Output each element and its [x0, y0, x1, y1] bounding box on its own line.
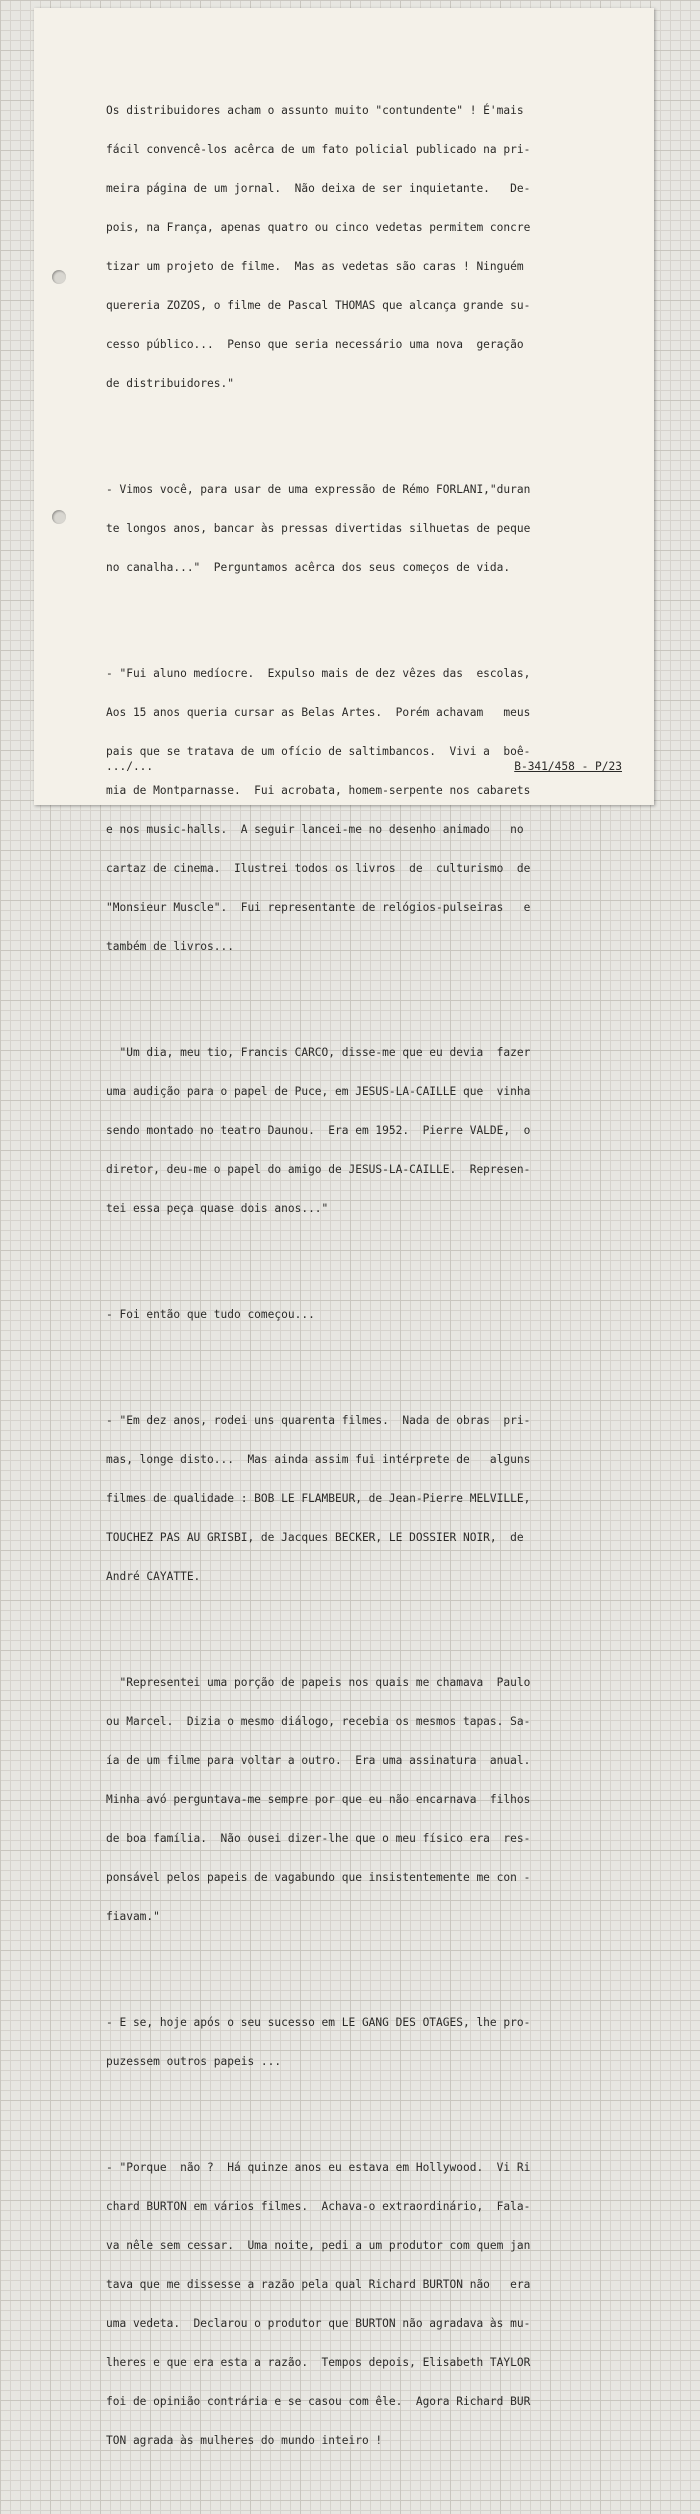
text-line: - "Em dez anos, rodei uns quarenta filmes. Nada de obras pri-	[106, 1414, 531, 1427]
text-line: ía de um filme para voltar a outro. Era uma assinatura anual.	[106, 1754, 531, 1767]
text-line: mas, longe disto... Mas ainda assim fui intérprete de alguns	[106, 1453, 531, 1466]
text-line: ou Marcel. Dizia o mesmo diálogo, recebia os mesmos tapas. Sa-	[106, 1715, 531, 1728]
document-reference: B-341/458 - P/23	[514, 760, 622, 773]
text-line: fiavam."	[106, 1910, 160, 1923]
text-line: TOUCHEZ PAS AU GRISBI, de Jacques BECKER, LE DOSSIER NOIR, de	[106, 1531, 524, 1544]
text-line: uma vedeta. Declarou o produtor que BURTON não agradava às mu-	[106, 2317, 531, 2330]
paragraph	[106, 1282, 622, 1347]
paragraph	[106, 457, 622, 600]
text-line: TON agrada às mulheres do mundo inteiro !	[106, 2434, 383, 2447]
text-line: puzessem outros papeis ...	[106, 2055, 282, 2068]
text-line: chard BURTON em vários filmes. Achava-o extraordinário, Fala-	[106, 2200, 531, 2213]
continuation-marker: .../...	[106, 760, 154, 773]
paragraph	[106, 2135, 622, 2473]
text-line: foi de opinião contrária e se casou com êle. Agora Richard BUR	[106, 2395, 531, 2408]
text-line: fácil convencê-los acêrca de um fato policial publicado na pri-	[106, 143, 531, 156]
text-line: diretor, deu-me o papel do amigo de JESUS-LA-CAILLE. Represen-	[106, 1163, 531, 1176]
typed-text-body	[106, 52, 622, 2514]
paragraph	[106, 1990, 622, 2094]
text-line: tei essa peça quase dois anos..."	[106, 1202, 329, 1215]
text-line: cartaz de cinema. Ilustrei todos os livros de culturismo de	[106, 862, 531, 875]
text-line: Aos 15 anos queria cursar as Belas Artes. Porém achavam meus	[106, 706, 531, 719]
text-line: André CAYATTE.	[106, 1570, 201, 1583]
paragraph	[106, 78, 622, 416]
paragraph	[106, 641, 622, 979]
text-line: quereria ZOZOS, o filme de Pascal THOMAS que alcança grande su-	[106, 299, 531, 312]
text-line: cesso público... Penso que seria necessário uma nova geração	[106, 338, 524, 351]
text-line: Os distribuidores acham o assunto muito "contundente" ! É'mais	[106, 104, 524, 117]
text-line: - "Porque não ? Há quinze anos eu estava em Hollywood. Vi Ri	[106, 2161, 531, 2174]
text-line: - Foi então que tudo começou...	[106, 1308, 315, 1321]
text-line: e nos music-halls. A seguir lancei-me no desenho animado no	[106, 823, 524, 836]
text-line: Minha avó perguntava-me sempre por que eu não encarnava filhos	[106, 1793, 531, 1806]
text-line: de boa família. Não ousei dizer-lhe que o meu físico era res-	[106, 1832, 531, 1845]
text-line: sendo montado no teatro Daunou. Era em 1952. Pierre VALDE, o	[106, 1124, 531, 1137]
text-line: te longos anos, bancar às pressas divertidas silhuetas de peque	[106, 522, 531, 535]
text-line: também de livros...	[106, 940, 234, 953]
paragraph	[106, 1020, 622, 1241]
typed-page	[34, 8, 654, 2447]
punch-hole	[52, 510, 66, 524]
text-line: va nêle sem cessar. Uma noite, pedi a um produtor com quem jan	[106, 2239, 531, 2252]
paragraph	[106, 1388, 622, 1609]
text-line: filmes de qualidade : BOB LE FLAMBEUR, de Jean-Pierre MELVILLE,	[106, 1492, 531, 1505]
text-line: pois, na França, apenas quatro ou cinco vedetas permitem concre	[106, 221, 531, 234]
paragraph	[106, 1650, 622, 1949]
text-line: lheres e que era esta a razão. Tempos depois, Elisabeth TAYLOR	[106, 2356, 531, 2369]
text-line: uma audição para o papel de Puce, em JESUS-LA-CAILLE que vinha	[106, 1085, 531, 1098]
text-line: - "Fui aluno medíocre. Expulso mais de dez vêzes das escolas,	[106, 667, 531, 680]
punch-hole	[52, 270, 66, 284]
text-line: ponsável pelos papeis de vagabundo que insistentemente me con -	[106, 1871, 531, 1884]
text-line: pais que se tratava de um ofício de saltimbancos. Vivi a boê-	[106, 745, 531, 758]
text-line: no canalha..." Perguntamos acêrca dos seus começos de vida.	[106, 561, 511, 574]
text-line: tizar um projeto de filme. Mas as vedetas são caras ! Ninguém	[106, 260, 524, 273]
text-line: tava que me dissesse a razão pela qual Richard BURTON não era	[106, 2278, 531, 2291]
text-line: "Monsieur Muscle". Fui representante de relógios-pulseiras e	[106, 901, 531, 914]
text-line: mia de Montparnasse. Fui acrobata, homem-serpente nos cabarets	[106, 784, 531, 797]
text-line: - Vimos você, para usar de uma expressão de Rémo FORLANI,"duran	[106, 483, 531, 496]
text-line: de distribuidores."	[106, 377, 234, 390]
text-line: meira página de um jornal. Não deixa de ser inquietante. De-	[106, 182, 531, 195]
text-line: "Representei uma porção de papeis nos quais me chamava Paulo	[106, 1676, 531, 1689]
text-line: - E se, hoje após o seu sucesso em LE GANG DES OTAGES, lhe pro-	[106, 2016, 531, 2029]
text-line: "Um dia, meu tio, Francis CARCO, disse-me que eu devia fazer	[106, 1046, 531, 1059]
